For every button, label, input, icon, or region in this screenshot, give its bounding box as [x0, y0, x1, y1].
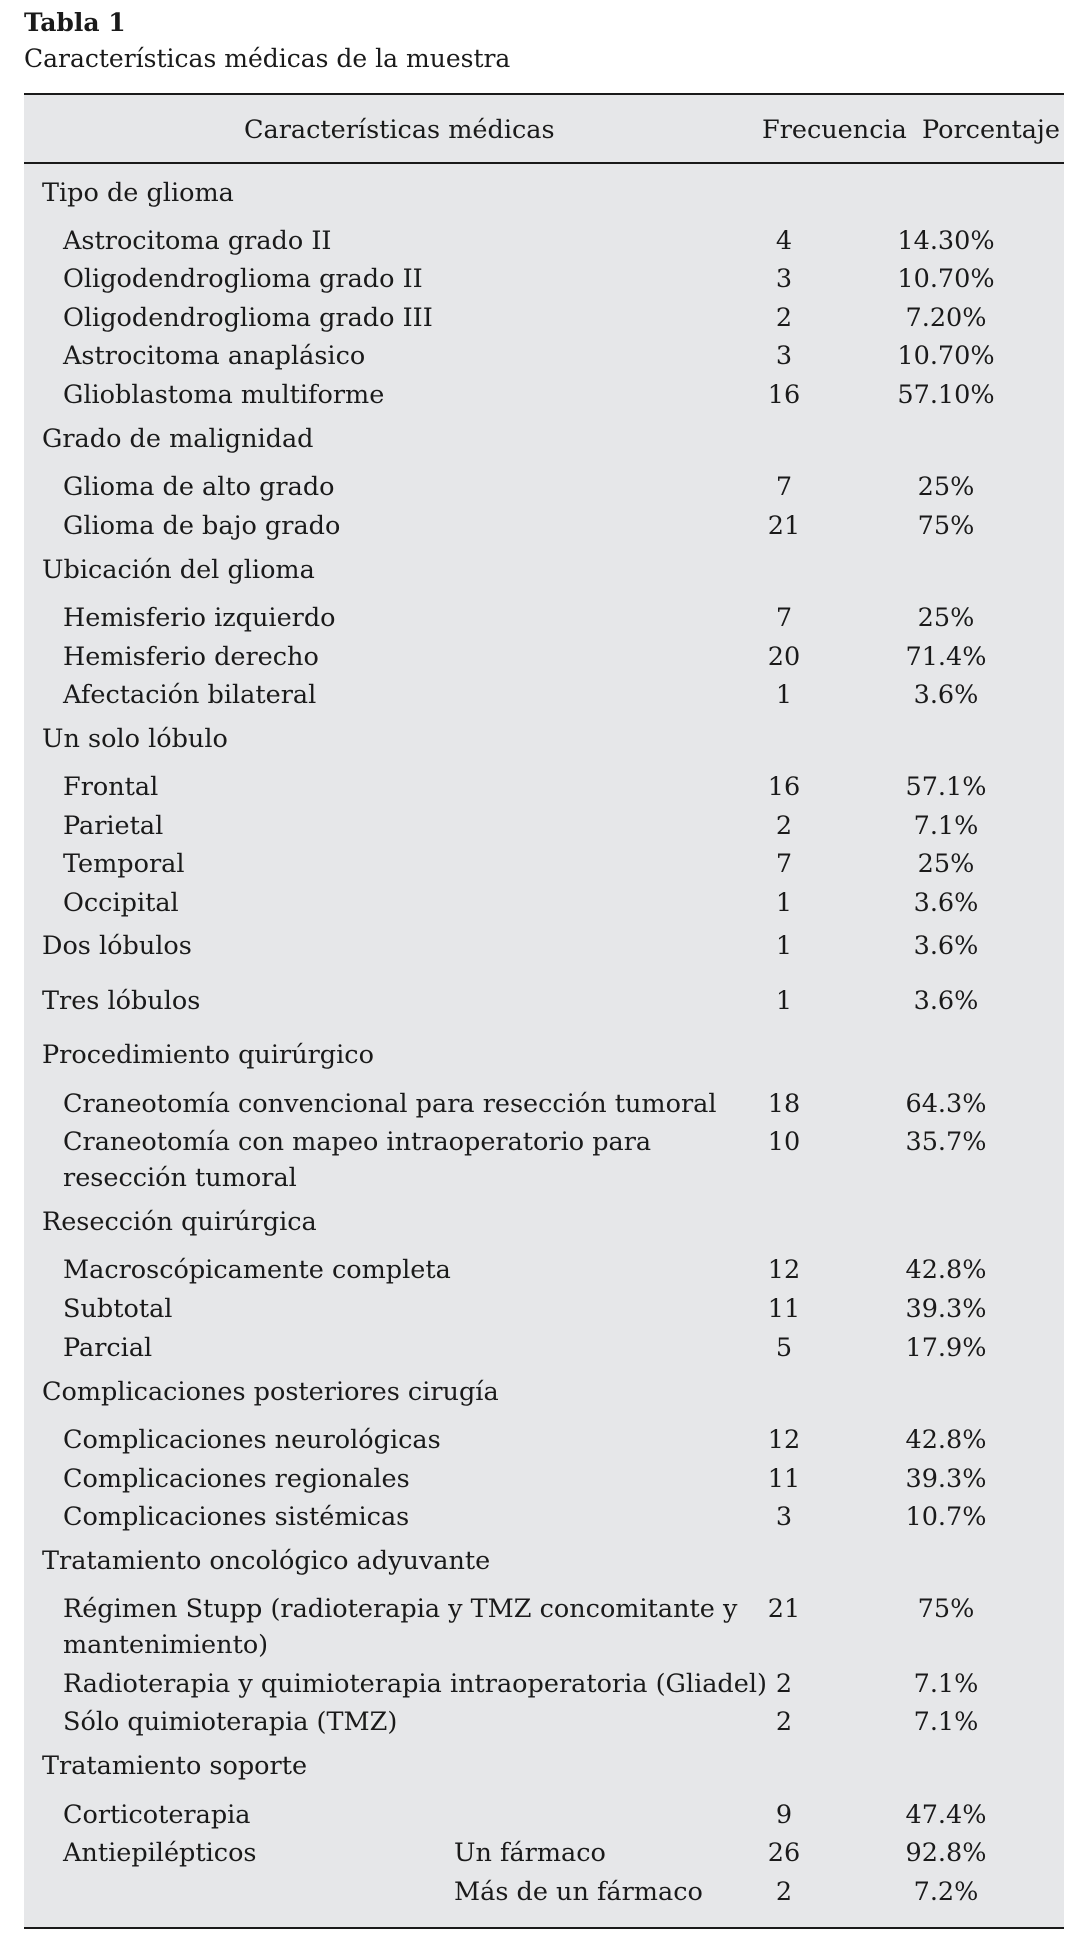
table-row — [24, 1294, 1064, 1330]
row-percentage: 3.6% — [913, 986, 979, 1016]
row-label: Oligodendroglioma grado III — [63, 303, 433, 333]
row-percentage: 47.4% — [905, 1800, 987, 1830]
table-row — [24, 1333, 1064, 1369]
row-label: Macroscópicamente completa — [63, 1255, 451, 1285]
table-row — [24, 772, 1064, 808]
row-label: mantenimiento) — [63, 1630, 269, 1660]
row-percentage: 25% — [917, 849, 975, 879]
table-number: Tabla 1 — [24, 8, 126, 37]
row-percentage: 10.70% — [897, 341, 995, 371]
row-percentage: 39.3% — [905, 1294, 987, 1324]
category-label: Tratamiento oncológico adyuvante — [42, 1546, 491, 1576]
table-row — [24, 1127, 1064, 1163]
category-row — [24, 1546, 1064, 1582]
table-row — [24, 603, 1064, 639]
category-label: Procedimiento quirúrgico — [42, 1040, 374, 1070]
table-row — [24, 811, 1064, 847]
row-percentage: 10.7% — [905, 1502, 987, 1532]
row-frequency: 2 — [775, 303, 793, 333]
category-label: Grado de malignidad — [42, 424, 314, 454]
row-percentage: 39.3% — [905, 1464, 987, 1494]
row-percentage: 57.1% — [905, 772, 987, 802]
row-frequency: 10 — [767, 1127, 801, 1157]
table-row — [24, 264, 1064, 300]
row-label: Subtotal — [63, 1294, 173, 1324]
table-row — [24, 1669, 1064, 1705]
header-frequency: Frecuencia — [762, 115, 907, 145]
row-frequency: 7 — [775, 849, 793, 879]
row-percentage: 92.8% — [905, 1838, 987, 1868]
row-frequency: 21 — [767, 511, 801, 541]
category-label: Tipo de glioma — [42, 178, 234, 208]
table-row-continuation — [24, 1630, 1064, 1666]
category-row — [24, 724, 1064, 760]
row-label: Antiepilépticos — [63, 1838, 257, 1868]
category-row — [24, 555, 1064, 591]
row-frequency: 11 — [767, 1294, 801, 1324]
row-percentage: 3.6% — [913, 680, 979, 710]
row-percentage: 25% — [917, 603, 975, 633]
category-row — [24, 1207, 1064, 1243]
table-row — [24, 341, 1064, 377]
row-frequency: 2 — [775, 1707, 793, 1737]
header-characteristic: Características médicas — [244, 115, 555, 145]
row-frequency: 2 — [775, 811, 793, 841]
row-frequency: 20 — [767, 642, 801, 672]
table-row — [24, 1594, 1064, 1630]
row-label: Parietal — [63, 811, 164, 841]
row-frequency: 2 — [775, 1877, 793, 1907]
row-percentage: 64.3% — [905, 1089, 987, 1119]
row-label: Hemisferio izquierdo — [63, 603, 336, 633]
category-label: Un solo lóbulo — [42, 724, 228, 754]
row-percentage: 7.1% — [913, 1669, 979, 1699]
row-label: Astrocitoma anaplásico — [63, 341, 366, 371]
table-row — [24, 1464, 1064, 1500]
table-row — [24, 931, 1064, 967]
row-label: Craneotomía con mapeo intraoperatorio para — [63, 1127, 652, 1157]
row-frequency: 12 — [767, 1255, 801, 1285]
row-percentage: 10.70% — [897, 264, 995, 294]
row-percentage: 25% — [917, 472, 975, 502]
category-row — [24, 1377, 1064, 1413]
category-label: Complicaciones posteriores cirugía — [42, 1377, 499, 1407]
row-frequency: 26 — [767, 1838, 801, 1868]
category-row — [24, 178, 1064, 214]
row-percentage: 75% — [917, 1594, 975, 1624]
row-percentage: 3.6% — [913, 888, 979, 918]
row-label: Parcial — [63, 1333, 153, 1363]
row-label: Corticoterapia — [63, 1800, 251, 1830]
row-label: Dos lóbulos — [42, 931, 192, 961]
table-header — [24, 95, 1064, 164]
row-frequency: 5 — [775, 1333, 793, 1363]
row-label: Glioma de alto grado — [63, 472, 335, 502]
row-percentage: 75% — [917, 511, 975, 541]
table-row — [24, 1089, 1064, 1125]
row-sublabel: Un fármaco — [454, 1838, 606, 1868]
row-label: Temporal — [63, 849, 185, 879]
row-label: Frontal — [63, 772, 159, 802]
row-percentage: 7.2% — [913, 1877, 979, 1907]
row-frequency: 21 — [767, 1594, 801, 1624]
row-percentage: 14.30% — [897, 226, 995, 256]
medical-characteristics-table — [24, 93, 1064, 1929]
row-label: Craneotomía convencional para resección tumoral — [63, 1089, 717, 1119]
table-row — [24, 986, 1064, 1022]
row-frequency: 2 — [775, 1669, 793, 1699]
row-label: Hemisferio derecho — [63, 642, 319, 672]
table-row — [24, 642, 1064, 678]
row-label: Afectación bilateral — [63, 680, 317, 710]
row-frequency: 12 — [767, 1425, 801, 1455]
row-label: Astrocitoma grado II — [63, 226, 332, 256]
table-row — [24, 472, 1064, 508]
row-frequency: 18 — [767, 1089, 801, 1119]
category-row — [24, 424, 1064, 460]
row-frequency: 7 — [775, 603, 793, 633]
row-label: Régimen Stupp (radioterapia y TMZ concomitante y — [63, 1594, 738, 1624]
row-label: resección tumoral — [63, 1163, 297, 1193]
table-row — [24, 849, 1064, 885]
table-title: Características médicas de la muestra — [24, 44, 511, 73]
row-percentage: 71.4% — [905, 642, 987, 672]
category-label: Tratamiento soporte — [42, 1751, 308, 1781]
row-label: Complicaciones regionales — [63, 1464, 410, 1494]
row-label: Complicaciones sistémicas — [63, 1502, 410, 1532]
table-row — [24, 1838, 1064, 1874]
category-label: Resección quirúrgica — [42, 1207, 317, 1237]
row-label: Tres lóbulos — [42, 986, 201, 1016]
row-label: Sólo quimioterapia (TMZ) — [63, 1707, 398, 1737]
row-sublabel: Más de un fármaco — [454, 1877, 703, 1907]
table-row — [24, 1502, 1064, 1538]
row-frequency: 3 — [775, 341, 793, 371]
category-row — [24, 1040, 1064, 1076]
row-percentage: 3.6% — [913, 931, 979, 961]
row-label: Occipital — [63, 888, 179, 918]
category-row — [24, 1751, 1064, 1787]
table-row — [24, 1877, 1064, 1913]
row-frequency: 16 — [767, 772, 801, 802]
row-frequency: 11 — [767, 1464, 801, 1494]
row-percentage: 35.7% — [905, 1127, 987, 1157]
table-row — [24, 511, 1064, 547]
row-frequency: 7 — [775, 472, 793, 502]
row-frequency: 1 — [775, 931, 793, 961]
row-frequency: 1 — [775, 680, 793, 710]
table-row — [24, 888, 1064, 924]
table-row — [24, 1255, 1064, 1291]
row-label: Radioterapia y quimioterapia intraoperatoria (Gliadel) — [63, 1669, 767, 1699]
row-frequency: 16 — [767, 380, 801, 410]
row-label: Glioma de bajo grado — [63, 511, 341, 541]
table-row — [24, 680, 1064, 716]
header-percentage: Porcentaje — [922, 115, 1060, 145]
row-percentage: 7.1% — [913, 1707, 979, 1737]
table-row — [24, 303, 1064, 339]
row-label: Oligodendroglioma grado II — [63, 264, 423, 294]
row-percentage: 7.20% — [905, 303, 987, 333]
row-frequency: 1 — [775, 888, 793, 918]
category-label: Ubicación del glioma — [42, 555, 315, 585]
table-row — [24, 1425, 1064, 1461]
row-percentage: 17.9% — [905, 1333, 987, 1363]
table-row — [24, 1800, 1064, 1836]
table-row — [24, 226, 1064, 262]
row-frequency: 1 — [775, 986, 793, 1016]
row-label: Glioblastoma multiforme — [63, 380, 385, 410]
row-percentage: 57.10% — [897, 380, 995, 410]
table-row — [24, 380, 1064, 416]
row-percentage: 42.8% — [905, 1425, 987, 1455]
row-frequency: 4 — [775, 226, 793, 256]
row-frequency: 3 — [775, 264, 793, 294]
row-frequency: 3 — [775, 1502, 793, 1532]
table-row — [24, 1707, 1064, 1743]
table-row-continuation — [24, 1163, 1064, 1199]
row-frequency: 9 — [775, 1800, 793, 1830]
row-label: Complicaciones neurológicas — [63, 1425, 441, 1455]
row-percentage: 7.1% — [913, 811, 979, 841]
row-percentage: 42.8% — [905, 1255, 987, 1285]
